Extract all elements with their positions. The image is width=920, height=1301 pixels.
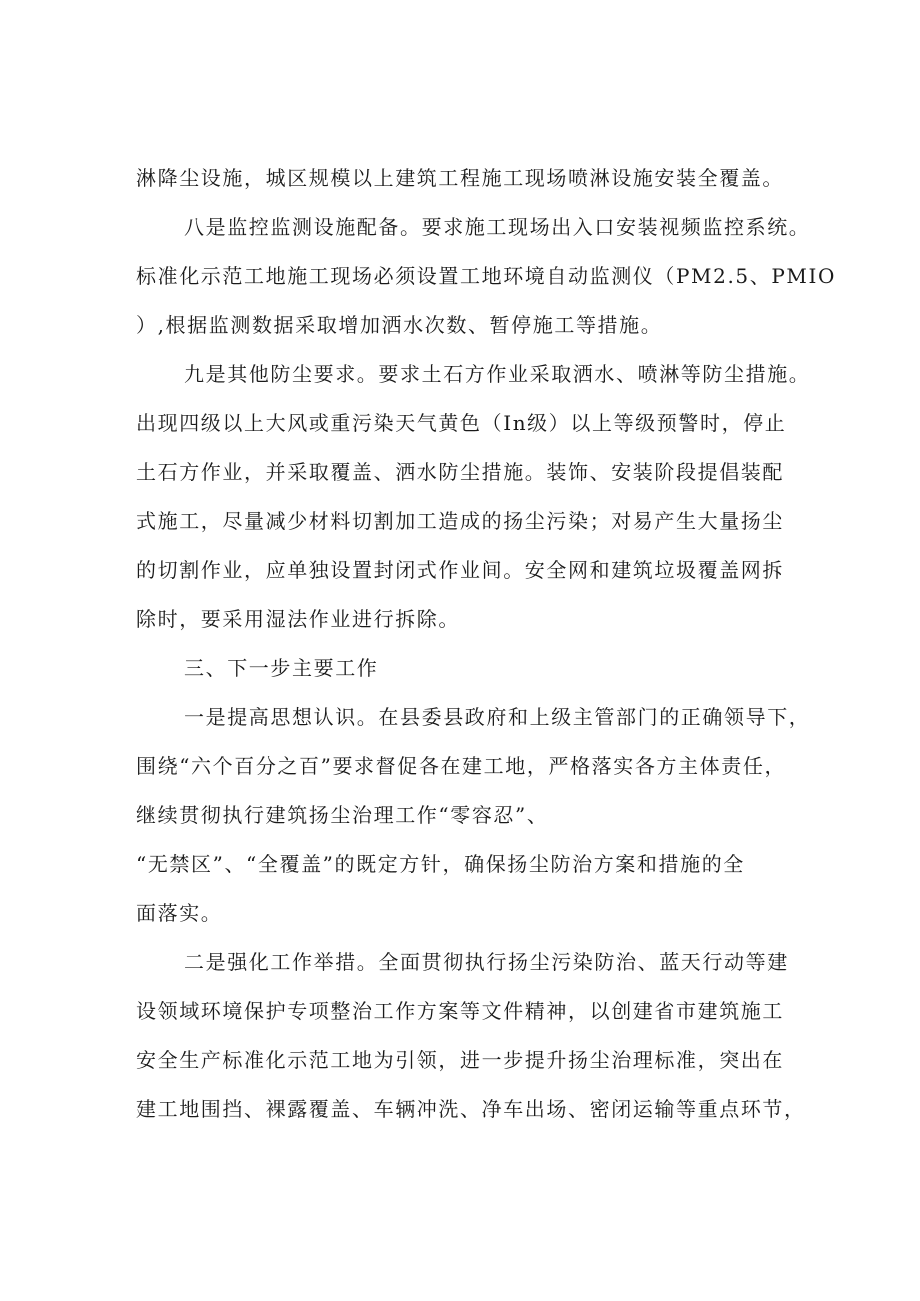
paragraph-line: ）,根据监测数据采取增加洒水次数、暂停施工等措施。 [136, 313, 663, 337]
paragraph-line: 安全生产标准化示范工地为引领，进一步提升扬尘治理标准，突出在 [136, 1048, 784, 1072]
section-heading: 三、下一步主要工作 [184, 656, 379, 680]
paragraph-line: 一是提高思想认识。在县委县政府和上级主管部门的正确领导下， [184, 705, 811, 729]
paragraph-line: 二是强化工作举措。全面贯彻执行扬尘污染防治、蓝天行动等建 [184, 950, 789, 974]
paragraph-line: 继续贯彻执行建筑扬尘治理工作“零容忍”、 [136, 803, 549, 827]
paragraph-line: 淋降尘设施，城区规模以上建筑工程施工现场喷淋设施安装全覆盖。 [136, 166, 784, 190]
paragraph-line: “无禁区”、“全覆盖”的既定方针，确保扬尘防治方案和措施的全 [136, 852, 745, 876]
paragraph-line: 九是其他防尘要求。要求土石方作业采取洒水、喷淋等防尘措施。 [184, 362, 811, 386]
paragraph-line: 式施工，尽量减少材料切割加工造成的扬尘污染；对易产生大量扬尘 [136, 509, 784, 533]
paragraph-line: 除时，要采用湿法作业进行拆除。 [136, 607, 460, 631]
paragraph-line: 建工地围挡、裸露覆盖、车辆冲洗、净车出场、密闭运输等重点环节， [136, 1097, 806, 1121]
paragraph-line: 围绕“六个百分之百”要求督促各在建工地，严格落实各方主体责任， [136, 754, 787, 778]
paragraph-line: 设领域环境保护专项整治工作方案等文件精神，以创建省市建筑施工 [136, 999, 784, 1023]
paragraph-line: 出现四级以上大风或重污染天气黄色（In级）以上等级预警时，停止 [136, 411, 787, 435]
paragraph-line: 标准化示范工地施工现场必须设置工地环境自动监测仪（PM2.5、PMIO [136, 264, 836, 288]
paragraph-line: 八是监控监测设施配备。要求施工现场出入口安装视频监控系统。 [184, 215, 811, 239]
paragraph-line: 面落实。 [136, 901, 223, 925]
paragraph-line: 土石方作业，并采取覆盖、洒水防尘措施。装饰、安装阶段提倡装配 [136, 460, 784, 484]
paragraph-line: 的切割作业，应单独设置封闭式作业间。安全网和建筑垃圾覆盖网拆 [136, 558, 784, 582]
